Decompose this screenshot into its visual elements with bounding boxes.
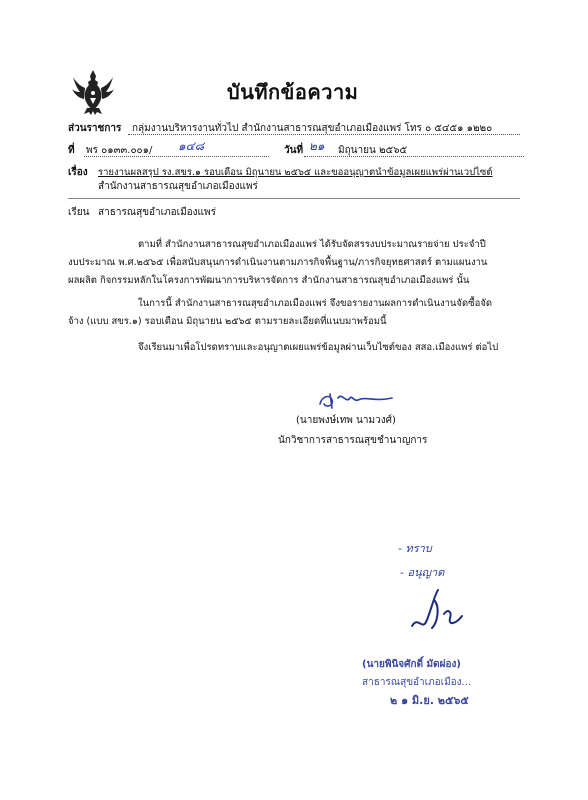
subject-line1: รายงานผลสรุป รง.สขร.๑ รอบเดือน มิถุนายน ๒๕๖๕ และขออนุญาตนำข้อมูลเผยแพร่ผ่านเวปไซต์: [98, 167, 493, 178]
stamp-name: (นายพินิจศักดิ์ มัดผ่อง): [362, 659, 461, 670]
para2-line2: จ้าง (แบบ สขร.๑) รอบเดือน มิถุนายน ๒๕๖๕ ตามรายละเอียดที่แนบมาพร้อมนี้: [68, 316, 387, 327]
signer-name: (นายพงษ์เทพ นามวงศ์): [296, 415, 396, 426]
signer-position: นักวิชาการสาธารณสุขชำนาญการ: [278, 435, 428, 446]
endorse-note-approve: - อนุญาต: [400, 566, 445, 579]
ref-prefix: พร ๐๑๓๓.๐๐๑/: [86, 145, 153, 156]
garuda-emblem: [70, 68, 116, 116]
agency-value: กลุ่มงานบริหารงานทั่วไป สำนักงานสาธารณสุขอำเภอเมืองแพร่ โทร ๐ ๕๔๕๑ ๑๒๒๐: [132, 123, 493, 134]
to-value: สาธารณสุขอำเภอเมืองแพร่: [98, 207, 216, 218]
date-label: วันที่: [284, 145, 304, 156]
date-month-year: มิถุนายน ๒๕๖๕: [338, 145, 408, 156]
endorser-signature-icon: [404, 586, 484, 636]
page-title: บันทึกข้อความ: [227, 80, 359, 104]
para1-line3: ผลผลิต กิจกรรมหลักในโครงการพัฒนาการบริหารจัดการ สำนักงานสาธารณสุขอำเภอเมืองแพร่ นั้น: [68, 275, 470, 286]
para2-line1: ในการนี้ สำนักงานสาธารณสุขอำเภอเมืองแพร่ จึงขอรายงานผลการดำเนินงานจัดซื้อจัด: [138, 298, 493, 309]
garuda-emblem-icon: [70, 68, 116, 116]
ref-label: ที่: [68, 145, 75, 156]
stamp-title: สาธารณสุขอำเภอเมือง...: [362, 677, 472, 688]
date-dotline: [304, 156, 524, 157]
subject-label: เรื่อง: [68, 167, 88, 178]
date-day-handwritten: ๒๑: [309, 139, 325, 153]
agency-label: ส่วนราชการ: [68, 123, 122, 134]
para1-line1: ตามที่ สำนักงานสาธารณสุขอำเภอเมืองแพร่ ได้รับจัดสรรงบประมาณรายจ่าย ประจำปี: [138, 239, 486, 250]
stamp-date: ๒ ๑ มิ.ย. ๒๕๖๕: [390, 694, 469, 707]
subject-line2: สำนักงานสาธารณสุขอำเภอเมืองแพร่: [98, 181, 258, 192]
ref-number-handwritten: ๑๔๘: [178, 139, 204, 153]
endorser-signature: [404, 586, 484, 636]
signature-icon: [316, 386, 396, 414]
para3-line1: จึงเรียนมาเพื่อโปรดทราบและอนุญาตเผยแพร่ข้อมูลผ่านเว็บไซต์ของ สสอ.เมืองแพร่ ต่อไป: [138, 342, 499, 353]
signature-mark: [316, 386, 396, 414]
endorse-note-ack: - ทราบ: [398, 542, 432, 555]
para1-line2: งบประมาณ พ.ศ.๒๕๖๕ เพื่อสนับสนุนการดำเนินงานตามภารกิจพื้นฐาน/ภารกิจยุทธศาสตร์ ตามแผนงาน: [68, 257, 488, 268]
to-label: เรียน: [68, 207, 90, 218]
header-divider: [68, 198, 520, 199]
